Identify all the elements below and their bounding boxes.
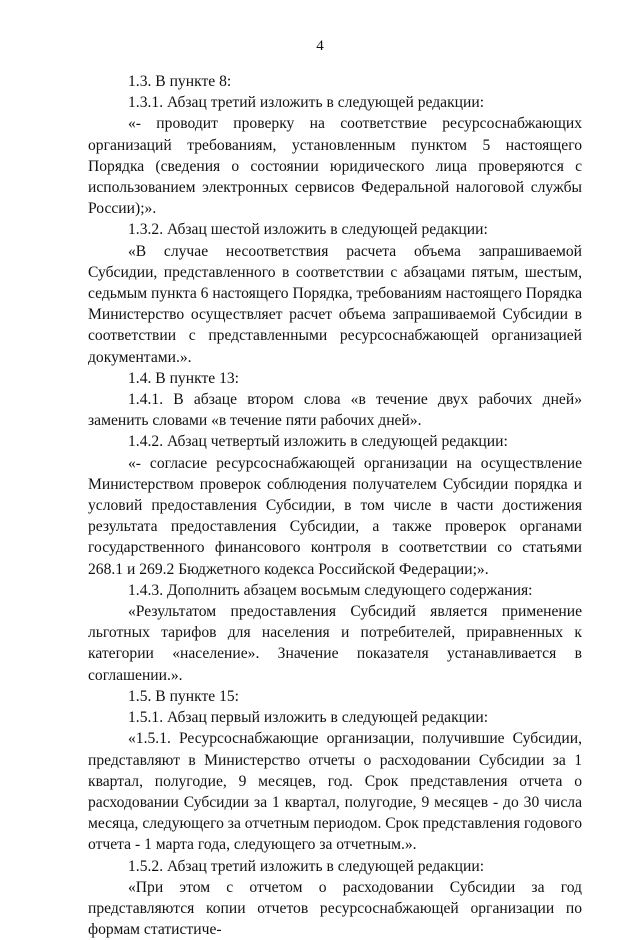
paragraph-1-4: 1.4. В пункте 13: <box>128 369 240 387</box>
quote-1-4-3: «Результатом предоставления Субсидий является применение льготных тарифов для населения и потребителей, приравненных к категории «население». Значение показателя устанавливается в соглашении.». <box>88 603 582 684</box>
paragraph-1-3: 1.3. В пункте 8: <box>128 73 232 90</box>
paragraph-1-4-3: 1.4.3. Дополнить абзацем восьмым следующего содержания: <box>128 581 533 599</box>
document-body <box>88 71 582 940</box>
quote-1-4-2: «- согласие ресурсоснабжающей организации на осуществление Министерством проверок соблюдения получателем Субсидии порядка и условий предоставления Субсидии, в том числе в части достижения результата предоставления Субсидии, а также проверок органами государственного финансового контроля в соответствии со статьями 268.1 и 269.2 Бюджетного кодекса Российской Федерации;». <box>88 454 582 578</box>
paragraph-1-3-2: 1.3.2. Абзац шестой изложить в следующей редакции: <box>128 221 488 239</box>
quote-1-3-2: «В случае несоответствия расчета объема запрашиваемой Субсидии, представленного в соответствии с абзацами пятым, шестым, седьмым пункта 6 настоящего Порядка, требованиям настоящего Порядка Министерство осуществляет расчет объема запрашиваемой Субсидии в соответствии с представленными ресурсоснабжающей организацией документами.». <box>88 242 582 366</box>
quote-1-3-1: «- проводит проверку на соответствие ресурсоснабжающих организаций требованиям, установленным пунктом 5 настоящего Порядка (сведения о состоянии юридического лица проверяются с использованием электронных сервисов Федеральной налоговой службы России);». <box>88 115 582 218</box>
paragraph-1-4-2: 1.4.2. Абзац четвертый изложить в следующей редакции: <box>128 433 508 451</box>
paragraph-1-5-2: 1.5.2. Абзац третий изложить в следующей редакции: <box>128 857 485 875</box>
paragraph-1-4-1: 1.4.1. В абзаце втором слова «в течение двух рабочих дней» заменить словами «в течение пяти рабочих дней». <box>88 391 582 430</box>
paragraph-1-5: 1.5. В пункте 15: <box>128 687 240 705</box>
page-number: 4 <box>316 38 324 54</box>
quote-1-5-1: «1.5.1. Ресурсоснабжающие организации, получившие Субсидии, представляют в Министерство отчеты о расходовании Субсидии за 1 квартал, полугодие, 9 месяцев, год. Срок представления отчета о расходовании Субсидии за 1 квартал, полугодие, 9 месяцев - до 30 числа месяца, следующего за отчетным периодом. Срок представления годового отчета - 1 марта года, следующего за отчетным.». <box>88 730 582 854</box>
paragraph-1-3-1: 1.3.1. Абзац третий изложить в следующей редакции: <box>128 94 485 112</box>
paragraph-1-5-1: 1.5.1. Абзац первый изложить в следующей редакции: <box>128 709 489 727</box>
quote-1-5-2: «При этом с отчетом о расходовании Субсидии за год представляются копии отчетов ресурсоснабжающей организации по формам статистиче- <box>88 878 582 939</box>
